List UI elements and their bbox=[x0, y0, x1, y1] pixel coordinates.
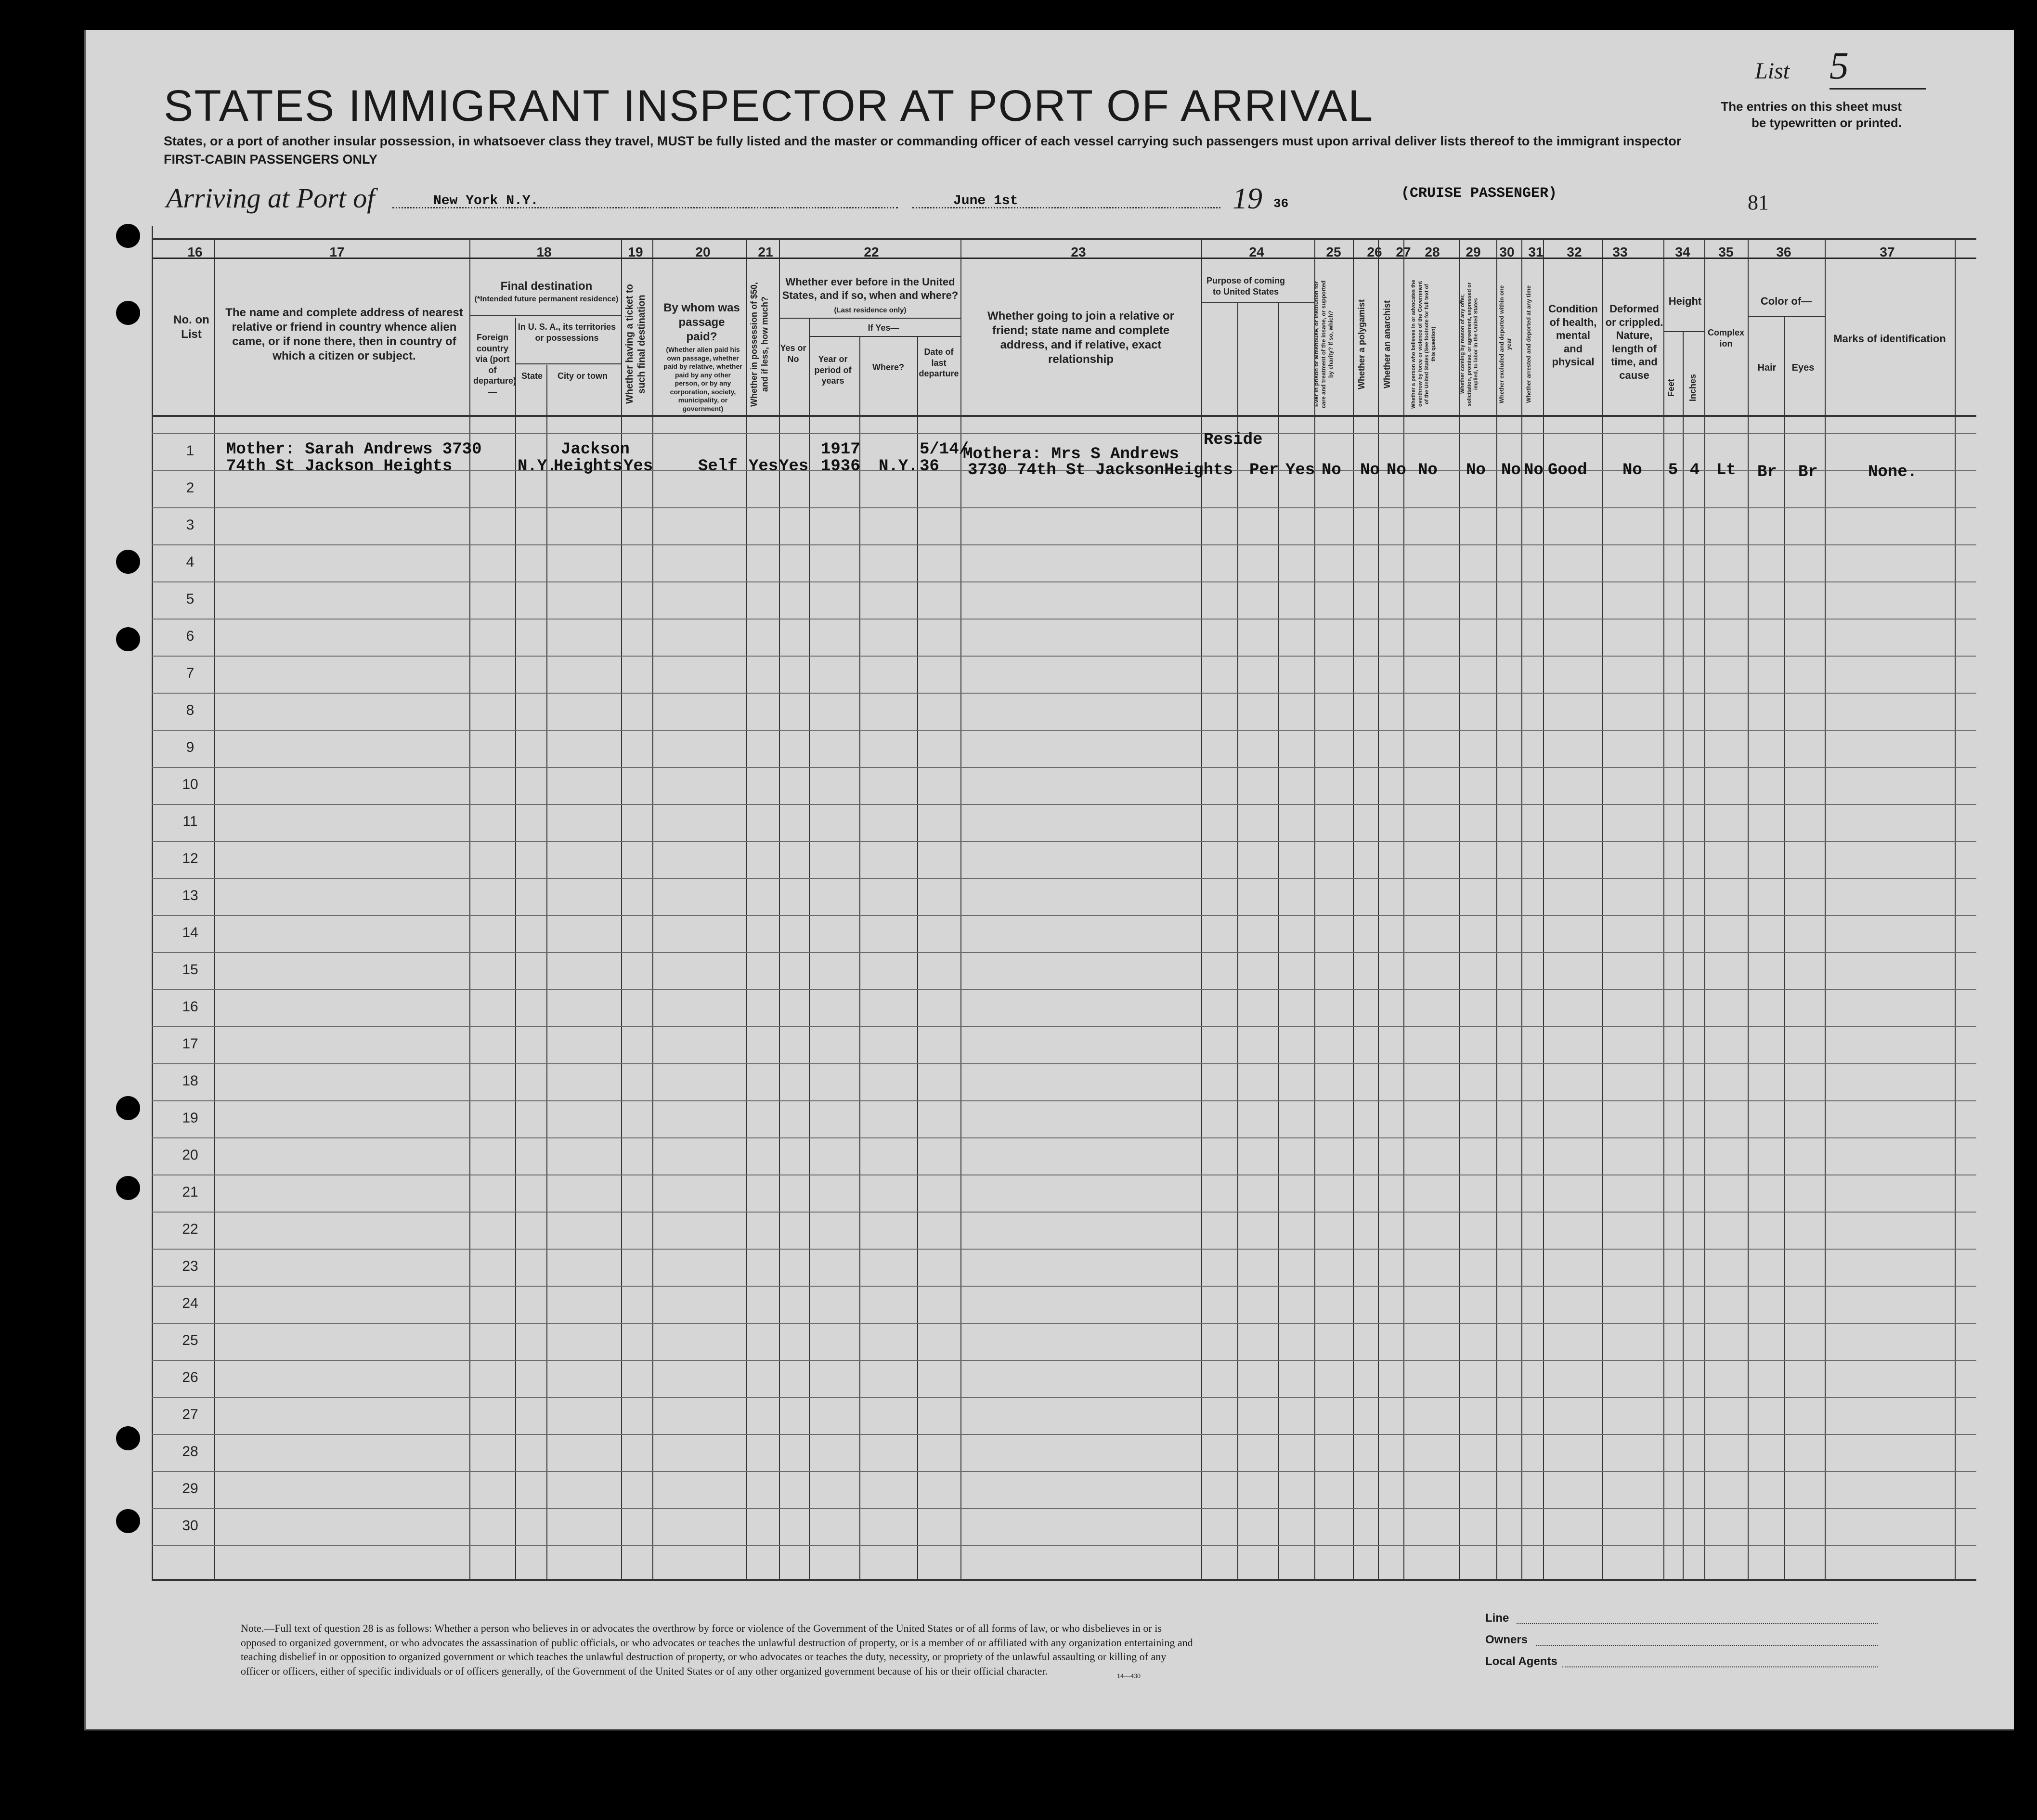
col36-hair: Hair bbox=[1757, 362, 1777, 373]
row-number: 9 bbox=[186, 739, 195, 755]
col30-header: Whether excluded and deported within one year bbox=[1498, 285, 1512, 403]
col-divider bbox=[1704, 238, 1705, 1579]
col-num: 25 bbox=[1326, 245, 1341, 259]
col32-header: Condition of health, mental and physical bbox=[1548, 303, 1598, 368]
row-rule bbox=[152, 1545, 1976, 1546]
col-divider bbox=[1543, 238, 1544, 1579]
punch-hole bbox=[116, 1426, 140, 1450]
row-rule bbox=[152, 841, 1976, 842]
row-rule bbox=[152, 1434, 1976, 1435]
row-rule bbox=[152, 507, 1976, 508]
row-rule bbox=[152, 915, 1976, 916]
col-num: 24 bbox=[1249, 245, 1264, 259]
subheader-rule bbox=[469, 315, 621, 316]
col29-header: Whether coming by reason of any offer, solicitation, promise, or agreement, expressed or implied, to labor in the United States bbox=[1460, 282, 1479, 406]
col-num: 16 bbox=[187, 245, 203, 259]
agents-label: Local Agents bbox=[1485, 1655, 1557, 1668]
col36-eyes: Eyes bbox=[1791, 362, 1815, 373]
line-field bbox=[1517, 1623, 1878, 1624]
entry-years-line2: 1936 bbox=[821, 457, 860, 476]
form-number: 14—430 bbox=[1117, 1673, 1141, 1680]
col25-header: Ever in prison or almshouse, or institution for care and treatment of the insane, or supported by charity? If so, which? bbox=[1313, 280, 1334, 408]
port-value: New York N.Y. bbox=[433, 194, 539, 208]
entry-q28: No bbox=[1418, 461, 1438, 479]
col-divider bbox=[1683, 332, 1684, 1579]
row-rule bbox=[152, 1063, 1976, 1064]
table-bottom-rule bbox=[152, 1579, 1976, 1581]
row-rule bbox=[152, 656, 1976, 657]
entry-relative-line2: 74th St Jackson Heights bbox=[226, 457, 453, 476]
col-divider bbox=[152, 226, 153, 1579]
col21-header: Whether in possession of $50, and if less, how much? bbox=[749, 282, 770, 407]
row-rule bbox=[152, 1323, 1976, 1324]
entry-reside: Reside bbox=[1204, 431, 1263, 449]
punch-hole bbox=[116, 550, 140, 574]
row-rule bbox=[152, 767, 1976, 768]
col-num: 18 bbox=[536, 245, 552, 259]
punch-hole bbox=[116, 224, 140, 248]
entry-anarchist: No bbox=[1387, 461, 1406, 479]
col-num: 23 bbox=[1071, 245, 1086, 259]
entry-relative-line1: Mother: Sarah Andrews 3730 bbox=[226, 440, 482, 459]
col-divider bbox=[1955, 238, 1956, 1579]
row-number: 26 bbox=[182, 1369, 198, 1385]
col18-state: State bbox=[521, 371, 543, 381]
col-num: 28 bbox=[1425, 245, 1440, 259]
row-rule bbox=[152, 730, 1976, 731]
col-num: 27 bbox=[1396, 245, 1411, 259]
entry-ticket: Yes bbox=[623, 457, 653, 476]
row-rule bbox=[152, 1508, 1976, 1509]
col-divider bbox=[779, 238, 780, 1579]
class-line: FIRST-CABIN PASSENGERS ONLY bbox=[164, 152, 378, 167]
col-num: 29 bbox=[1466, 245, 1481, 259]
row-number: 22 bbox=[182, 1221, 198, 1237]
col-divider bbox=[1353, 238, 1354, 1579]
punch-hole bbox=[116, 1096, 140, 1120]
col-divider bbox=[1201, 238, 1202, 1579]
col22-yesno: Yes or No bbox=[780, 343, 806, 364]
typewritten-note: The entries on this sheet must be typewritten or printed. bbox=[1721, 99, 1902, 130]
punch-hole bbox=[116, 1176, 140, 1200]
row-number: 20 bbox=[182, 1147, 198, 1163]
entry-years-line1: 1917 bbox=[821, 440, 860, 459]
cruise-note: (CRUISE PASSENGER) bbox=[1401, 185, 1557, 202]
row-number: 17 bbox=[182, 1036, 198, 1052]
row-number: 24 bbox=[182, 1295, 198, 1311]
col-divider bbox=[1403, 238, 1404, 1579]
entry-q29: No bbox=[1466, 461, 1486, 479]
entry-prison: No bbox=[1322, 461, 1341, 479]
col22-where: Where? bbox=[872, 362, 904, 372]
col-divider bbox=[1459, 238, 1460, 1579]
col18-usa: In U. S. A., its territories or possessions bbox=[518, 322, 616, 343]
col20-header: By whom was passage paid? bbox=[663, 301, 740, 343]
col-divider bbox=[1314, 238, 1315, 1579]
row-rule bbox=[152, 1212, 1976, 1213]
entry-before: Yes bbox=[779, 457, 809, 476]
col-divider bbox=[1378, 238, 1379, 1579]
col22-header: Whether ever before in the United States, and if so, when and where? bbox=[782, 276, 959, 301]
row-number: 15 bbox=[182, 962, 198, 978]
row-number: 11 bbox=[182, 813, 198, 829]
col-divider bbox=[960, 238, 961, 1579]
row-rule bbox=[152, 804, 1976, 805]
year-prefix: 19 bbox=[1233, 182, 1262, 215]
col34-header: Height bbox=[1668, 295, 1702, 307]
footnote: Note.—Full text of question 28 is as follows: Whether a person who believes in or advocates the overthrow by force or violence of the Government of the United States or of all forms of law, or who disbelieves in or is opposed to organized government, or who advocates the assassination of public officials, or who advocates or teaches the unlawful destruction of property, or is a member of or affiliated with any organization entertaining and teaching disbelief in or opposition to organized government or which teaches the unlawful destruction of property, or who advocates or teaches the duty, necessity, or propriety of the unlawful assaulting or killing of any officer or officers, either of specific individuals or of officers generally, of the Government of the United States or of any other organized government because of his or their official character. bbox=[241, 1622, 1193, 1678]
col24-header: Purpose of coming to United States bbox=[1206, 276, 1285, 297]
row-number: 19 bbox=[182, 1110, 198, 1126]
row-number: 10 bbox=[182, 776, 198, 792]
subheader-rule bbox=[1748, 316, 1825, 317]
list-number: 5 bbox=[1829, 44, 1926, 90]
subheader-rule bbox=[1201, 302, 1314, 303]
col-divider bbox=[859, 337, 860, 1579]
list-label: List bbox=[1755, 58, 1790, 84]
col-divider bbox=[1663, 238, 1664, 1579]
col18-city: City or town bbox=[558, 371, 608, 381]
entry-purpose-a: Per bbox=[1249, 461, 1279, 479]
entry-feet: 5 bbox=[1668, 461, 1678, 479]
header-rule bbox=[152, 415, 1976, 417]
entry-purpose-b: Yes bbox=[1285, 461, 1315, 479]
col34-feet: Feet bbox=[1666, 378, 1676, 397]
entry-q30: No bbox=[1501, 461, 1521, 479]
col-num: 21 bbox=[758, 245, 773, 259]
manifest-sheet bbox=[84, 30, 2014, 1730]
entry-join-line1: Mothera: Mrs S Andrews bbox=[963, 445, 1179, 464]
col-divider bbox=[214, 238, 215, 1579]
owners-label: Owners bbox=[1485, 1633, 1528, 1646]
date-value: June 1st bbox=[953, 194, 1018, 208]
col-divider bbox=[1521, 238, 1522, 1579]
year-suffix: 36 bbox=[1273, 196, 1289, 211]
row-rule bbox=[152, 1397, 1976, 1398]
col-num: 36 bbox=[1776, 245, 1791, 259]
col26-header: Whether a polygamist bbox=[1357, 299, 1366, 389]
row-number: 16 bbox=[182, 999, 198, 1015]
col22-sub: (Last residence only) bbox=[834, 306, 907, 314]
col18-sub: (*Intended future permanent residence) bbox=[474, 295, 619, 303]
col-num: 19 bbox=[628, 245, 643, 259]
col27-header: Whether an anarchist bbox=[1382, 300, 1392, 388]
subheader-rule bbox=[779, 318, 960, 319]
punch-hole bbox=[116, 301, 140, 325]
col33-header: Deformed or crippled. Nature, length of time, and cause bbox=[1605, 303, 1663, 381]
row-rule bbox=[152, 1249, 1976, 1250]
col23-header: Whether going to join a relative or friend; state name and complete address, and if relative, exact relationship bbox=[987, 310, 1175, 366]
col-divider bbox=[469, 238, 470, 1579]
row-number: 25 bbox=[182, 1332, 198, 1348]
col36-header: Color of— bbox=[1760, 295, 1812, 307]
entry-hair: Br bbox=[1757, 463, 1777, 481]
col18-foreign: Foreign country via (port of departure)— bbox=[473, 333, 517, 397]
col-divider bbox=[652, 238, 653, 1579]
row-number: 7 bbox=[186, 665, 195, 681]
row-rule bbox=[152, 878, 1976, 879]
row-number: 18 bbox=[182, 1073, 198, 1089]
entry-polygamist: No bbox=[1360, 461, 1380, 479]
row-number: 28 bbox=[182, 1444, 198, 1459]
row-number: 30 bbox=[182, 1518, 198, 1534]
line-label: Line bbox=[1485, 1612, 1509, 1625]
sheet-number: 81 bbox=[1748, 191, 1769, 214]
entry-city-line1: Jackson bbox=[561, 440, 630, 459]
arriving-label: Arriving at Port of bbox=[166, 182, 375, 214]
entry-complexion: Lt bbox=[1716, 461, 1736, 479]
entry-marks: None. bbox=[1868, 463, 1918, 481]
col-num: 22 bbox=[864, 245, 879, 259]
row-number: 13 bbox=[182, 888, 198, 904]
col-num: 32 bbox=[1567, 245, 1582, 259]
row-number: 6 bbox=[186, 628, 195, 644]
row-number: 1 bbox=[186, 443, 195, 459]
col-divider bbox=[1825, 238, 1826, 1579]
header-rule bbox=[152, 238, 1976, 240]
col16-header: No. on List bbox=[173, 313, 209, 341]
entry-state: N.Y. bbox=[518, 457, 557, 476]
col-num: 35 bbox=[1718, 245, 1734, 259]
col17-header: The name and complete address of nearest relative or friend in country whence alien came, or if none there, then in country of which a citizen or subject. bbox=[225, 306, 463, 362]
entry-city-line2: Heights bbox=[554, 457, 623, 476]
subheader-rule bbox=[809, 336, 960, 337]
col-divider bbox=[621, 238, 622, 1579]
entry-q31: No bbox=[1524, 461, 1544, 479]
agents-field bbox=[1562, 1666, 1878, 1667]
row-number: 23 bbox=[182, 1258, 198, 1274]
row-rule bbox=[152, 989, 1976, 990]
row-number: 14 bbox=[182, 925, 198, 941]
col35-header: Complexion bbox=[1707, 328, 1745, 349]
page-title: STATES IMMIGRANT INSPECTOR AT PORT OF ARRIVAL bbox=[164, 81, 1374, 130]
row-rule bbox=[152, 544, 1976, 545]
col31-header: Whether arrested and deported at any time bbox=[1525, 285, 1532, 403]
row-number: 2 bbox=[186, 480, 195, 496]
col37-header: Marks of identification bbox=[1833, 333, 1946, 345]
punch-hole bbox=[116, 627, 140, 651]
row-rule bbox=[152, 1286, 1976, 1287]
col22-departure: Date of last departure bbox=[919, 347, 959, 378]
entry-departure-line1: 5/14/ bbox=[920, 440, 969, 459]
col22-years: Year or period of years bbox=[814, 354, 852, 386]
row-number: 8 bbox=[186, 702, 195, 718]
col-divider bbox=[1748, 238, 1749, 1579]
col19-header: Whether having a ticket to such final destination bbox=[624, 284, 647, 404]
row-rule bbox=[152, 1100, 1976, 1101]
entry-eyes: Br bbox=[1798, 463, 1818, 481]
entry-departure-line2: 36 bbox=[920, 457, 939, 476]
col-num: 26 bbox=[1367, 245, 1382, 259]
row-rule bbox=[152, 1360, 1976, 1361]
punch-hole bbox=[116, 1509, 140, 1533]
entry-health: Good bbox=[1548, 461, 1587, 479]
col-divider bbox=[1496, 238, 1497, 1579]
owners-field bbox=[1536, 1645, 1878, 1646]
col-divider bbox=[1237, 303, 1238, 1579]
row-rule bbox=[152, 619, 1976, 620]
row-rule bbox=[152, 693, 1976, 694]
entry-money: Yes bbox=[749, 457, 778, 476]
row-rule bbox=[152, 952, 1976, 953]
subheader-rule bbox=[515, 363, 621, 364]
col28-header: Whether a person who believes in or advocates the overthrow by force or violence of the Government of the United States (See footnote for full text of this question) bbox=[1411, 280, 1437, 409]
col-divider bbox=[1278, 303, 1279, 1579]
row-number: 5 bbox=[186, 591, 195, 607]
col-divider bbox=[746, 238, 747, 1579]
entry-where: N.Y. bbox=[879, 457, 918, 476]
col-num: 20 bbox=[695, 245, 711, 259]
col34-inches: Inches bbox=[1688, 374, 1698, 401]
col-divider bbox=[515, 318, 516, 1579]
row-number: 12 bbox=[182, 851, 198, 866]
col18-header: Final destination bbox=[500, 280, 593, 293]
col20-sub: (Whether alien paid his own passage, whether paid by relative, whether paid by any other person, or by any corporation, society, municipality, or government) bbox=[663, 346, 742, 413]
subheader-rule bbox=[1663, 331, 1704, 332]
col-num: 34 bbox=[1675, 245, 1690, 259]
row-rule bbox=[152, 1137, 1976, 1138]
col-divider bbox=[917, 337, 918, 1579]
row-number: 3 bbox=[186, 517, 195, 533]
col22-ifyes: If Yes— bbox=[868, 323, 899, 333]
col-num: 33 bbox=[1612, 245, 1628, 259]
entry-join-line2: 3730 74th St JacksonHeights bbox=[968, 461, 1233, 479]
entry-paid-by: Self bbox=[698, 457, 738, 476]
col-divider bbox=[1784, 317, 1785, 1579]
row-rule bbox=[152, 581, 1976, 582]
row-rule bbox=[152, 1471, 1976, 1472]
intro-text: States, or a port of another insular possession, in whatsoever class they travel, MUST be fully listed and the master or commanding officer of each vessel carrying such passengers must upon arrival deliver lists thereof to the immigrant inspector bbox=[164, 134, 1682, 148]
row-rule bbox=[152, 433, 1976, 434]
row-number: 4 bbox=[186, 554, 195, 570]
col-num: 31 bbox=[1528, 245, 1544, 259]
col-divider bbox=[1602, 238, 1603, 1579]
row-number: 21 bbox=[182, 1184, 198, 1200]
row-number: 27 bbox=[182, 1407, 198, 1422]
entry-inches: 4 bbox=[1689, 461, 1700, 479]
entry-deformed: No bbox=[1622, 461, 1642, 479]
col-num: 17 bbox=[329, 245, 345, 259]
row-number: 29 bbox=[182, 1481, 198, 1497]
col-num: 37 bbox=[1880, 245, 1895, 259]
col-num: 30 bbox=[1499, 245, 1515, 259]
row-rule bbox=[152, 1026, 1976, 1027]
